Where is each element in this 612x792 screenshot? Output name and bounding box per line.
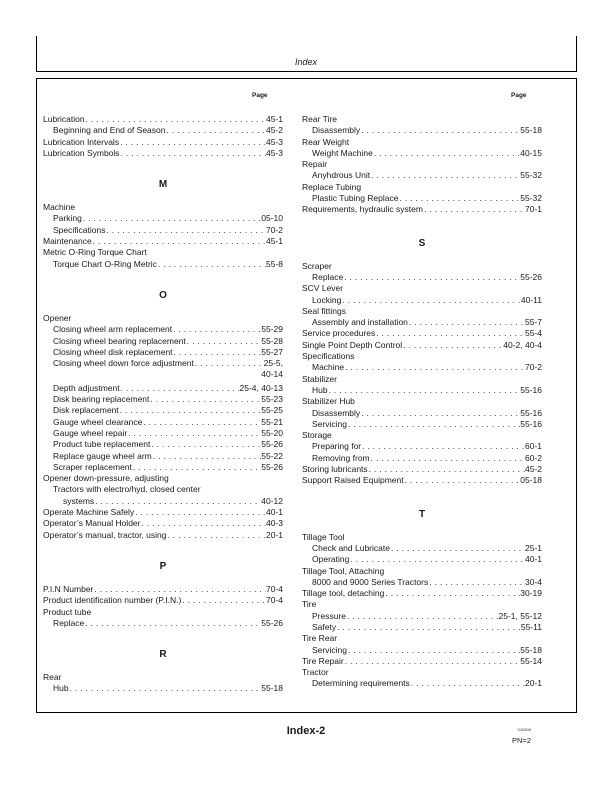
index-heading: Repair (302, 159, 328, 170)
index-heading: Opener down-pressure, adjusting (43, 473, 169, 484)
index-entry[interactable]: Determining requirements . . . 20-1 (302, 678, 542, 689)
index-entry[interactable]: Hub . . . 55-16 (302, 385, 542, 396)
index-entry[interactable]: Operating . . . 40-1 (302, 554, 542, 565)
header-rule (36, 71, 577, 72)
index-heading: Tillage Tool (302, 531, 345, 542)
index-column-right (302, 114, 542, 690)
index-heading: Rear (43, 672, 62, 683)
index-entry[interactable]: systems . . . 40-12 (43, 496, 283, 507)
document-code: 040808 (517, 727, 531, 732)
index-entry[interactable]: Replace gauge wheel arm . . . 55-22 (43, 451, 283, 462)
index-entry[interactable]: Closing wheel bearing replacement . . . 55-28 (43, 336, 283, 347)
index-entry[interactable]: P.I.N Number . . . 70-4 (43, 584, 283, 595)
index-entry[interactable]: Weight Machine . . . 40-15 (302, 148, 542, 159)
index-entry[interactable]: Product tube replacement . . . 55-26 (43, 439, 283, 450)
index-entry[interactable]: Replace . . . 55-26 (43, 618, 283, 629)
index-heading: Product tube (43, 606, 92, 617)
index-entry[interactable]: Tillage tool, detaching . . . 30-19 (302, 588, 542, 599)
index-entry[interactable]: Tire Repair . . . 55-14 (302, 656, 542, 667)
index-entry[interactable]: Removing from . . . 60-2 (302, 453, 542, 464)
index-column-left (43, 114, 283, 695)
index-heading: Scraper (302, 260, 332, 271)
index-heading: Rear Tire (302, 114, 337, 124)
index-entry[interactable]: Lubrication Symbols . . . 45-3 (43, 148, 283, 159)
index-entry[interactable]: Replace . . . 55-26 (302, 272, 542, 283)
index-heading: Seal fittings (302, 305, 346, 316)
index-entry[interactable]: Specifications . . . 70-2 (43, 225, 283, 236)
index-entry[interactable]: Depth adjustment . . . 25-4, 40-13 (43, 383, 283, 394)
index-entry[interactable]: Single Point Depth Control . . . 40-2, 40-4 (302, 340, 542, 351)
page-header: Index (294, 57, 318, 67)
body-bottom-rule (36, 712, 577, 713)
index-subheading: Tractors with electro/hyd. closed center (53, 484, 201, 495)
index-heading: Stabilizer (302, 373, 337, 384)
index-entry[interactable]: Hub . . . 55-18 (43, 683, 283, 694)
index-entry[interactable]: Gauge wheel repair . . . 55-20 (43, 428, 283, 439)
body-top-rule (36, 78, 577, 79)
section-letter-o: O (159, 289, 167, 301)
body-right-rule (576, 78, 577, 713)
index-entry[interactable]: Torque Chart O-Ring Metric . . . 55-8 (43, 259, 283, 270)
section-letter-t: T (418, 508, 426, 520)
page-footer-title: Index-2 (286, 725, 326, 737)
index-entry[interactable]: Operate Machine Safely . . . 40-1 (43, 507, 283, 518)
index-heading: Replace Tubing (302, 181, 362, 192)
index-entry[interactable]: Maintenance . . . 45-1 (43, 236, 283, 247)
index-entry[interactable]: Check and Lubricate . . . 25-1 (302, 543, 542, 554)
index-heading: Tire (302, 599, 317, 610)
index-entry[interactable]: Gauge wheel clearance . . . 55-21 (43, 417, 283, 428)
index-entry[interactable]: Servicing . . . 55-18 (302, 645, 542, 656)
index-entry[interactable]: Parking . . . 05-10 (43, 213, 283, 224)
index-heading: Rear Weight (302, 136, 350, 147)
index-heading: Tractor (302, 667, 329, 678)
index-heading: Metric O-Ring Torque Chart (43, 247, 147, 258)
index-heading: Tire Rear (302, 633, 338, 644)
index-entry[interactable]: Service procedures . . . 55-4 (302, 328, 542, 339)
index-entry[interactable]: Anyhdrous Unit . . . 55-32 (302, 170, 542, 181)
index-entry[interactable]: Disassembly . . . 55-18 (302, 125, 542, 136)
index-entry[interactable]: Machine . . . 70-2 (302, 362, 542, 373)
index-entry[interactable]: Support Raised Equipment . . . 05-18 (302, 475, 542, 486)
body-left-rule (36, 78, 37, 713)
index-entry[interactable]: Lubrication . . . 45-1 (43, 114, 283, 125)
index-entry[interactable]: Pressure . . . 25-1, 55-12 (302, 611, 542, 622)
index-entry[interactable]: Preparing for . . . 60-1 (302, 441, 542, 452)
index-heading: Stabilizer Hub (302, 396, 355, 407)
column-page-label-left: Page (252, 92, 268, 99)
index-entry[interactable]: Plastic Tubing Replace . . . 55-32 (302, 193, 542, 204)
index-entry[interactable]: Requirements, hydraulic system . . . 70-1 (302, 204, 542, 215)
index-entry[interactable]: Beginning and End of Season . . . 45-2 (43, 125, 283, 136)
section-letter-m: M (158, 179, 168, 191)
index-entry[interactable]: Safety . . . 55-11 (302, 622, 542, 633)
index-entry[interactable]: Disassembly . . . 55-16 (302, 408, 542, 419)
index-entry[interactable]: Lubrication Intervals . . . 45-3 (43, 137, 283, 148)
index-entry-continued-page: 40-14 (261, 369, 283, 380)
index-heading: Specifications (302, 351, 355, 362)
index-entry[interactable]: Storing lubricants . . . 45-2 (302, 464, 542, 475)
index-heading: Opener (43, 312, 72, 323)
index-entry[interactable]: Locking . . . 40-11 (302, 295, 542, 306)
index-entry[interactable]: Closing wheel arm replacement . . . 55-29 (43, 324, 283, 335)
index-entry[interactable]: Scraper replacement . . . 55-26 (43, 462, 283, 473)
index-entry[interactable]: Closing wheel down force adjustment . . . 25-5, (43, 358, 283, 369)
index-entry[interactable]: Disk bearing replacement . . . 55-23 (43, 394, 283, 405)
index-entry[interactable]: Operator’s manual, tractor, using . . . 20-1 (43, 530, 283, 541)
index-entry[interactable]: Closing wheel disk replacement . . . 55-27 (43, 347, 283, 358)
section-letter-r: R (159, 649, 167, 661)
section-letter-p: P (159, 560, 167, 572)
column-page-label-right: Page (511, 92, 527, 99)
index-heading: Tillage Tool, Attaching (302, 565, 385, 576)
index-entry[interactable]: 8000 and 9000 Series Tractors . . . 30-4 (302, 577, 542, 588)
page-number-code: PN=2 (512, 736, 531, 745)
index-entry[interactable]: Operator’s Manual Holder . . . 40-3 (43, 518, 283, 529)
index-entry[interactable]: Assembly and installation . . . 55-7 (302, 317, 542, 328)
index-entry[interactable]: Servicing . . . 55-16 (302, 419, 542, 430)
index-entry[interactable]: Disk replacement . . . 55-25 (43, 405, 283, 416)
index-heading: Storage (302, 430, 332, 441)
section-letter-s: S (418, 237, 426, 249)
index-heading: Machine (43, 202, 76, 213)
index-entry[interactable]: Product identification number (P.I.N.) . . . 70-4 (43, 595, 283, 606)
index-heading: SCV Lever (302, 283, 344, 294)
